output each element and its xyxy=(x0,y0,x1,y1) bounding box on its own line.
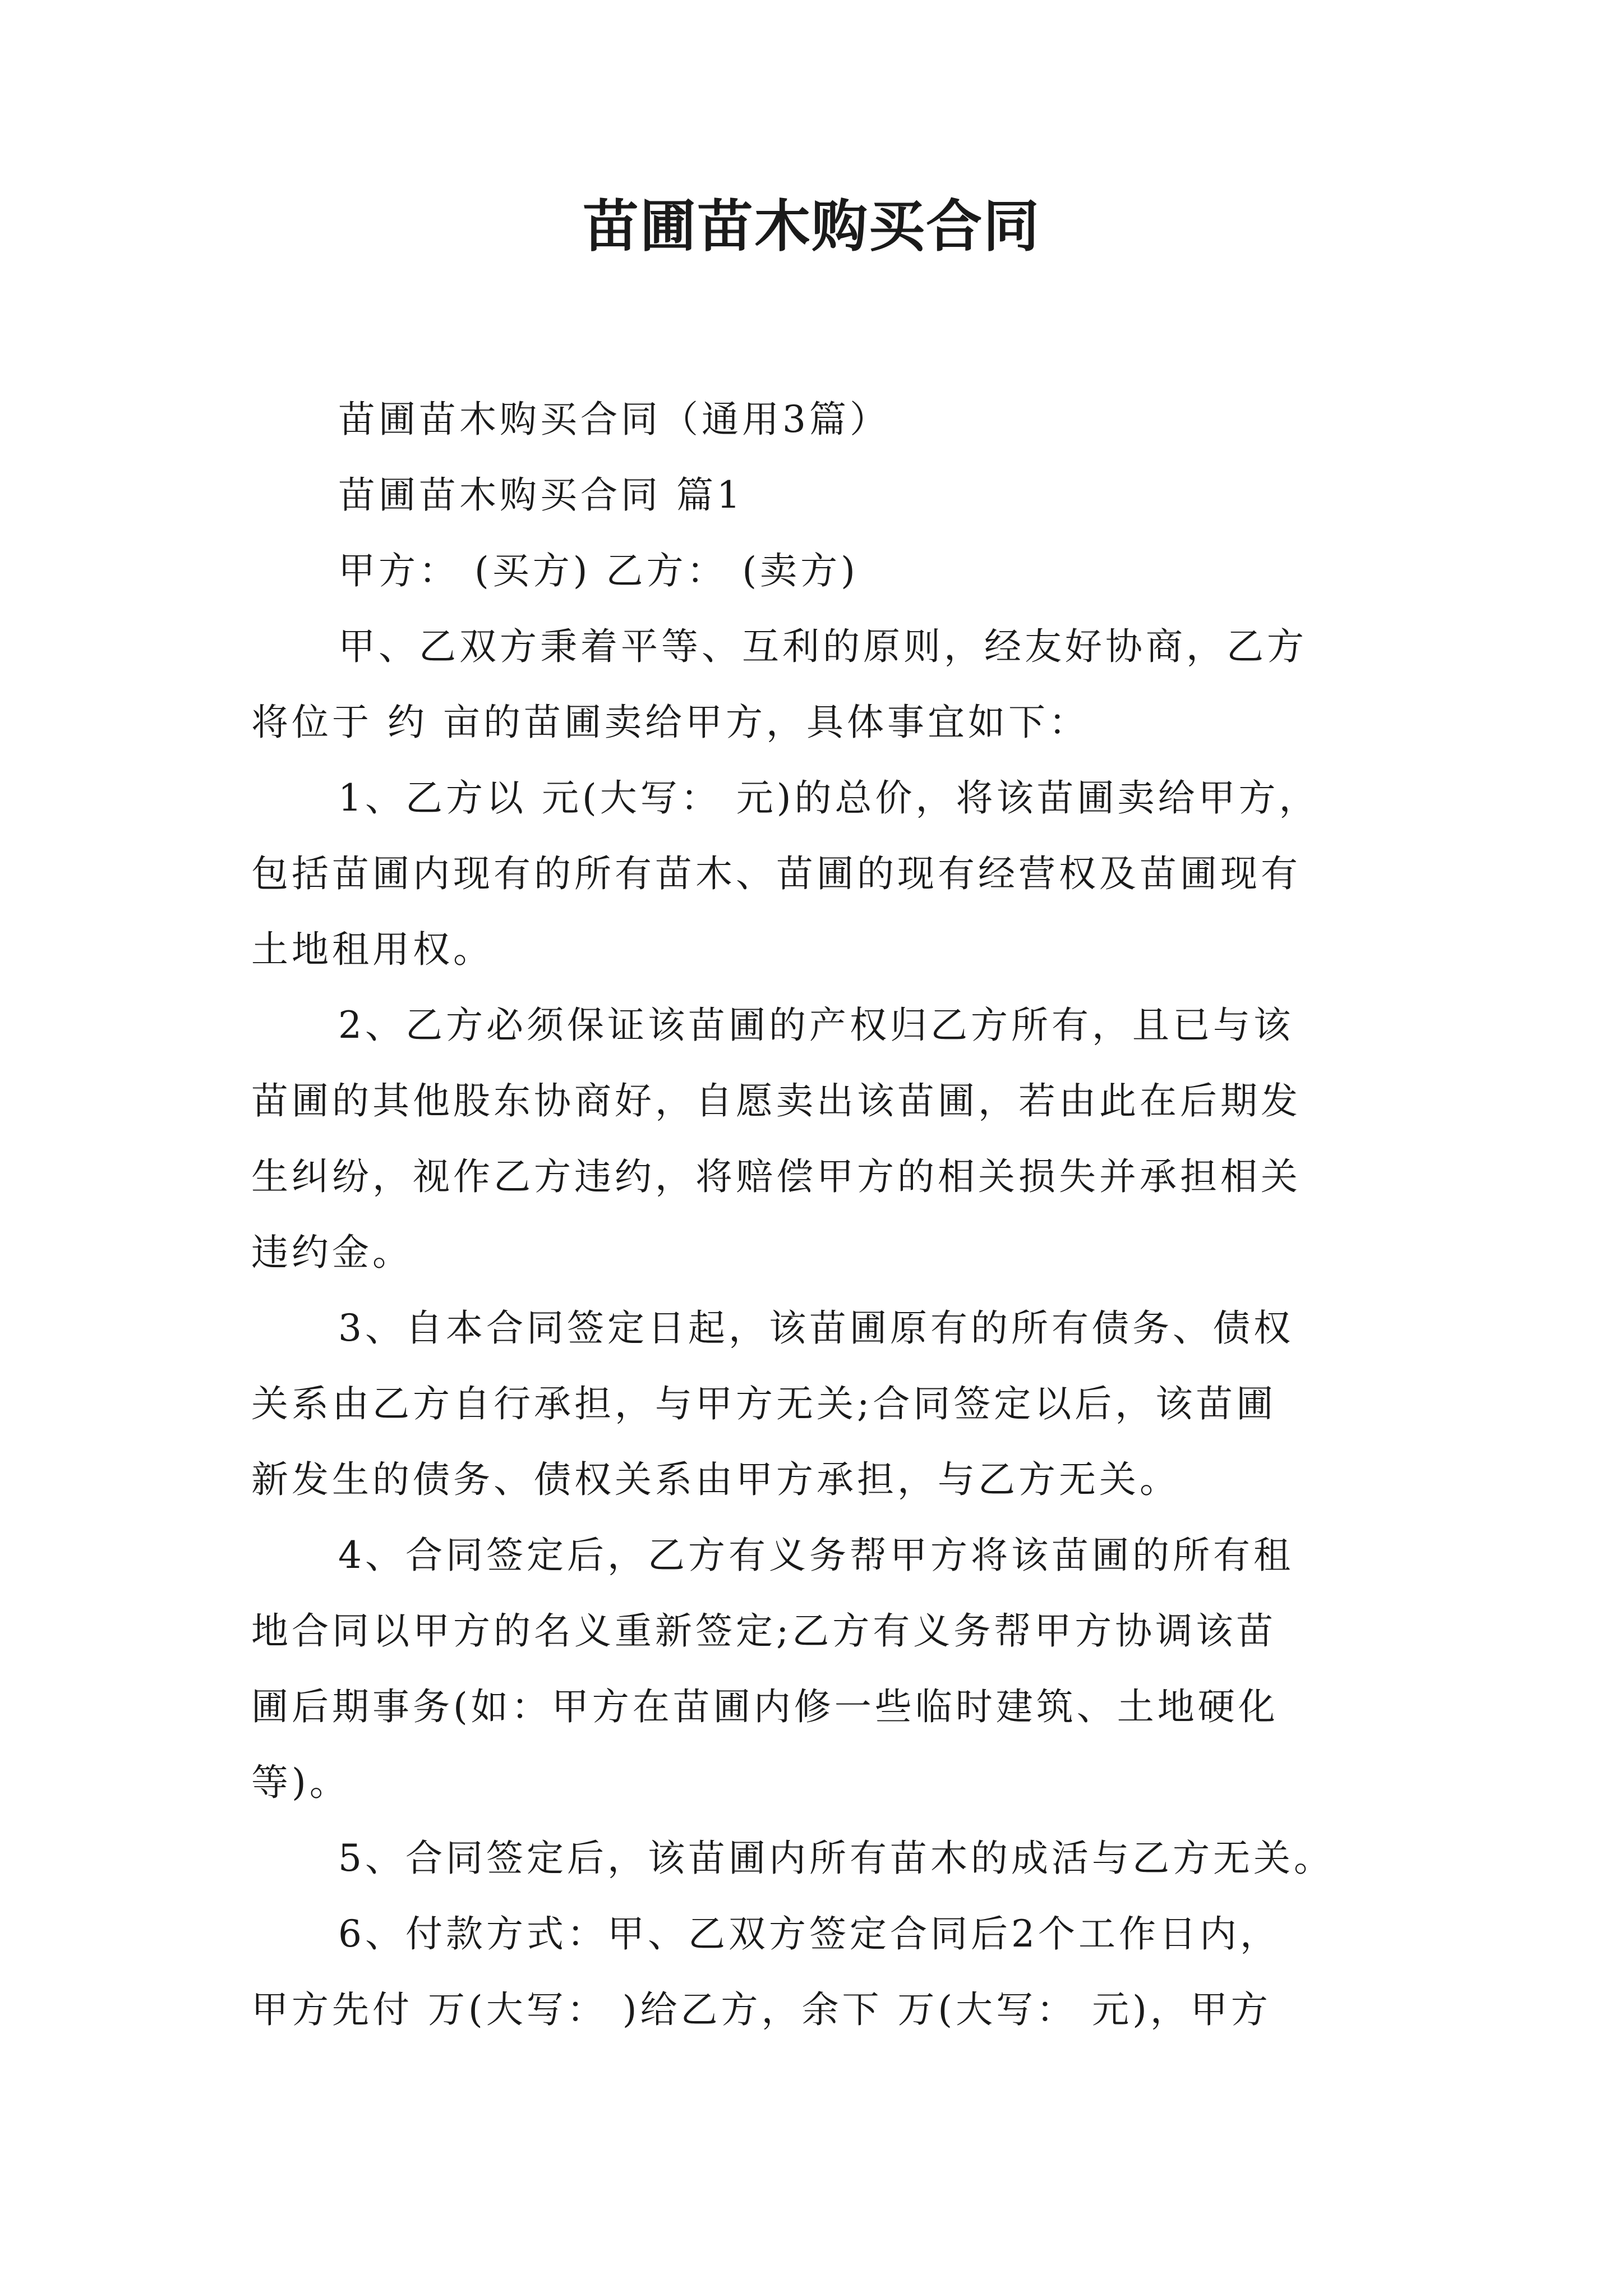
parties-line: 甲方： (买方) 乙方： (卖方) xyxy=(338,549,859,592)
document-body xyxy=(251,381,1390,2047)
paragraph xyxy=(251,987,1390,1290)
paragraph-line: 1、乙方以 元(大写： 元)的总价，将该苗圃卖给甲方， xyxy=(338,776,1320,820)
document-title: 苗圃苗木购买合同 xyxy=(583,193,1040,259)
paragraph-line: 3、自本合同签定日起，该苗圃原有的所有债务、债权 xyxy=(338,1306,1294,1350)
paragraph-line: 包括苗圃内现有的所有苗木、苗圃的现有经营权及苗圃现有 xyxy=(251,852,1301,895)
paragraph-line: 甲、乙双方秉着平等、互利的原则，经友好协商，乙方 xyxy=(338,625,1307,668)
paragraph-line: 圃后期事务(如：甲方在苗圃内修一些临时建筑、土地硬化 xyxy=(251,1685,1279,1728)
paragraph-line: 新发生的债务、债权关系由甲方承担，与乙方无关。 xyxy=(251,1458,1180,1501)
paragraph-line: 甲方先付 万(大写： )给乙方，余下 万(大写： 元)，甲方 xyxy=(251,1988,1271,2031)
paragraph-line: 等)。 xyxy=(251,1761,350,1804)
section-heading: 苗圃苗木购买合同 篇1 xyxy=(338,473,744,517)
paragraph-line: 将位于 约 亩的苗圃卖给甲方，具体事宜如下： xyxy=(251,701,1089,744)
paragraph xyxy=(251,760,1390,987)
paragraph xyxy=(251,1290,1390,1517)
paragraph-line: 生纠纷，视作乙方违约，将赔偿甲方的相关损失并承担相关 xyxy=(251,1155,1301,1198)
paragraph xyxy=(251,609,1390,760)
paragraph xyxy=(251,1517,1390,1820)
document-subtitle: 苗圃苗木购买合同（通用3篇） xyxy=(338,398,890,441)
paragraph xyxy=(251,1896,1390,2047)
paragraph-line: 2、乙方必须保证该苗圃的产权归乙方所有，且已与该 xyxy=(338,1004,1294,1047)
paragraph-line: 土地租用权。 xyxy=(251,928,494,971)
paragraph xyxy=(251,1820,1390,1896)
paragraph-line: 6、付款方式：甲、乙双方签定合同后2个工作日内， xyxy=(338,1912,1280,1955)
paragraph-line: 4、合同签定后，乙方有义务帮甲方将该苗圃的所有租 xyxy=(338,1534,1294,1577)
paragraph-line: 5、合同签定后，该苗圃内所有苗木的成活与乙方无关。 xyxy=(338,1837,1334,1880)
paragraph-line: 苗圃的其他股东协商好，自愿卖出该苗圃，若由此在后期发 xyxy=(251,1079,1301,1122)
paragraph-line: 地合同以甲方的名义重新签定;乙方有义务帮甲方协调该苗 xyxy=(251,1609,1277,1653)
paragraph-line: 关系由乙方自行承担，与甲方无关;合同签定以后，该苗圃 xyxy=(251,1382,1277,1425)
paragraph-line: 违约金。 xyxy=(251,1231,413,1274)
